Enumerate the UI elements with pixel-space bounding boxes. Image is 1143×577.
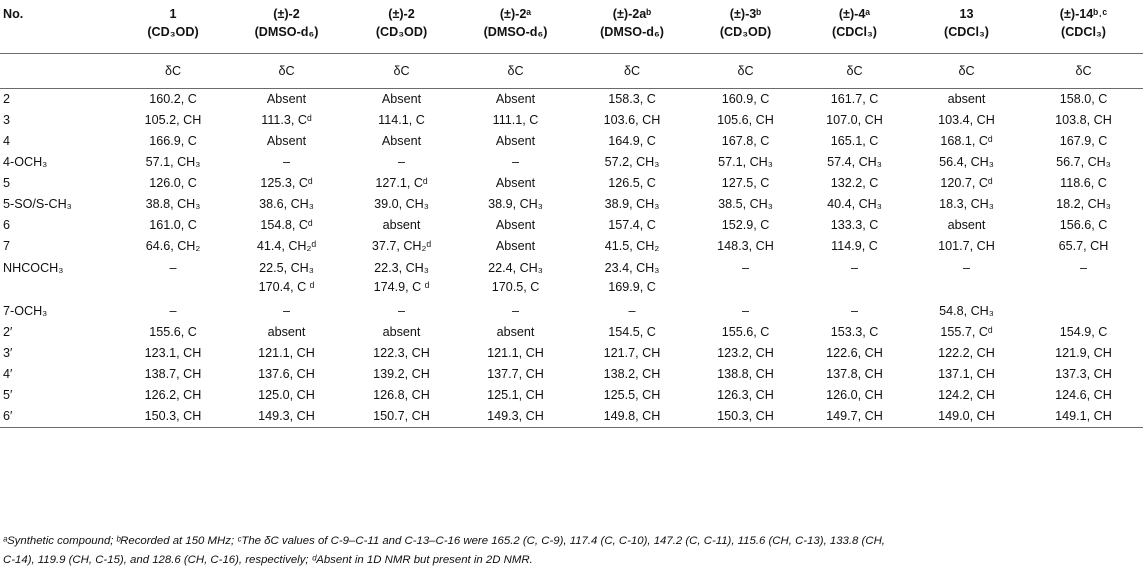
- shift-cell: 121.9, CH: [1055, 346, 1112, 360]
- shift-cell: 158.3, C: [608, 92, 656, 106]
- shift-cell: 38.5, CH₃: [718, 197, 773, 211]
- row-position-label: 2: [3, 92, 11, 106]
- shift-cell: 125.1, CH: [487, 388, 544, 402]
- shift-cell: Absent: [495, 134, 536, 148]
- header-solvent-label: (DMSO-d₆): [600, 25, 664, 39]
- shift-cell: Absent: [495, 239, 536, 253]
- shift-cell: 38.9, CH₃: [488, 197, 543, 211]
- shift-cell: 101.7, CH: [938, 239, 995, 253]
- header-solvent-label: (DMSO-d₆): [254, 25, 319, 39]
- shift-cell: absent: [382, 325, 421, 339]
- header-cell-compound: [573, 3, 691, 54]
- shift-cell: Absent: [495, 218, 536, 232]
- shift-cell: 126.3, CH: [717, 388, 774, 402]
- shift-cell: [458, 257, 573, 301]
- table-row: [0, 110, 1143, 131]
- shift-cell: 124.2, CH: [938, 388, 995, 402]
- header-compound-label: (±)-3ᵇ: [729, 7, 762, 21]
- shift-cell: 137.8, CH: [826, 367, 883, 381]
- header-compound-label: (±)-2: [388, 7, 415, 21]
- shift-cell: 154.5, C: [608, 325, 656, 339]
- shift-value-line-1: 22.3, CH₃: [374, 261, 429, 275]
- shift-cell: 57.1, CH₃: [145, 155, 201, 169]
- shift-cell: 105.6, CH: [717, 113, 774, 127]
- delta-header-row: [0, 54, 1143, 89]
- table-row: [0, 194, 1143, 215]
- shift-cell: –: [628, 304, 636, 318]
- shift-cell: 107.0, CH: [826, 113, 883, 127]
- shift-value-line-1: –: [169, 261, 177, 275]
- shift-cell: Absent: [381, 134, 422, 148]
- header-cell-compound: [458, 3, 573, 54]
- shift-cell: 157.4, C: [608, 218, 656, 232]
- shift-cell: Absent: [266, 92, 307, 106]
- shift-cell: 18.2, CH₃: [1056, 197, 1111, 211]
- shift-cell: 138.7, CH: [144, 367, 202, 381]
- shift-cell: 103.6, CH: [603, 113, 661, 127]
- shift-cell: 122.6, CH: [826, 346, 883, 360]
- shift-value-line-2: 169.9, C: [608, 280, 656, 294]
- header-solvent-label: (CD₃OD): [719, 25, 772, 39]
- shift-cell: Absent: [381, 92, 422, 106]
- header-solvent-label: (CDCl₃): [1061, 25, 1106, 39]
- shift-cell: [1024, 257, 1143, 301]
- shift-cell: 54.8, CH₃: [939, 304, 994, 318]
- shift-cell: 64.6, CH₂: [145, 239, 201, 253]
- shift-value-line-1: 23.4, CH₃: [604, 261, 660, 275]
- table-row: [0, 131, 1143, 152]
- shift-cell: 40.4, CH₃: [827, 197, 882, 211]
- shift-cell: Absent: [495, 176, 536, 190]
- shift-cell: 125.5, CH: [603, 388, 661, 402]
- shift-cell: 122.2, CH: [938, 346, 995, 360]
- table-row: [0, 406, 1143, 428]
- row-position-label: 7: [3, 239, 11, 253]
- shift-cell: 111.3, Cᵈ: [261, 113, 312, 127]
- row-position-label: 2′: [3, 325, 13, 339]
- header-cell-compound: [118, 3, 228, 54]
- shift-cell: –: [282, 155, 290, 169]
- shift-cell: Absent: [266, 134, 307, 148]
- shift-cell: 161.7, C: [830, 92, 879, 106]
- shift-cell: 114.1, C: [378, 113, 425, 127]
- delta-label-cell: δC: [118, 54, 228, 89]
- shift-cell: 18.3, CH₃: [939, 197, 994, 211]
- shift-cell: [345, 257, 458, 301]
- delta-label-cell: δC: [1024, 54, 1143, 89]
- nmr-data-table: [0, 3, 1143, 428]
- shift-cell: [1024, 301, 1143, 322]
- shift-cell: 126.8, CH: [373, 388, 430, 402]
- shift-cell: 127.5, C: [721, 176, 770, 190]
- header-cell-compound: [345, 3, 458, 54]
- footnote-line-1: ᵃSynthetic compound; ᵇRecorded at 150 MHz; ᶜThe δC values of C-9–C-11 and C-13–C-16 were 165.2 (C, C-9), 117.4 (C, C-10), 147.2 (C, C-11), 115.6 (CH, C-13), 133.8 (CH,: [3, 535, 885, 547]
- shift-cell: –: [511, 304, 519, 318]
- shift-cell: 149.3, CH: [458, 406, 573, 428]
- table-row-nhcoch3: [0, 257, 1143, 301]
- shift-cell: 114.9, C: [831, 239, 878, 253]
- shift-cell: 138.2, CH: [603, 367, 661, 381]
- shift-cell: 38.6, CH₃: [259, 197, 314, 211]
- header-cell-compound: [228, 3, 345, 54]
- header-compound-label: No.: [3, 7, 24, 21]
- shift-cell: –: [397, 304, 405, 318]
- delta-label-cell: δC: [228, 54, 345, 89]
- shift-cell: 139.2, CH: [373, 367, 430, 381]
- delta-label-cell: δC: [458, 54, 573, 89]
- shift-value-line-2: 174.9, C ᵈ: [373, 280, 430, 294]
- shift-cell: 126.2, CH: [144, 388, 202, 402]
- header-solvent-label: (CD₃OD): [375, 25, 428, 39]
- shift-cell: 125.0, CH: [258, 388, 315, 402]
- shift-cell: 137.7, CH: [487, 367, 544, 381]
- shift-value-line-1: 22.4, CH₃: [488, 261, 543, 275]
- delta-label-cell: δC: [800, 54, 909, 89]
- header-compound-label: 13: [959, 7, 974, 21]
- shift-cell: –: [850, 304, 858, 318]
- shift-cell: 57.2, CH₃: [604, 155, 660, 169]
- shift-cell: 155.6, C: [149, 325, 197, 339]
- delta-label-cell: δC: [345, 54, 458, 89]
- shift-cell: 103.8, CH: [1055, 113, 1112, 127]
- shift-cell: 118.6, C: [1060, 176, 1107, 190]
- shift-value-line-1: –: [741, 261, 749, 275]
- shift-cell: absent: [382, 218, 421, 232]
- row-position-label: 4′: [3, 367, 13, 381]
- table-row: [0, 236, 1143, 257]
- shift-cell: 150.7, CH: [345, 406, 458, 428]
- shift-cell: 105.2, CH: [144, 113, 202, 127]
- shift-cell: 164.9, C: [608, 134, 656, 148]
- shift-cell: 149.7, CH: [800, 406, 909, 428]
- header-cell-compound: [1024, 3, 1143, 54]
- shift-cell: 38.8, CH₃: [145, 197, 201, 211]
- table-row: [0, 364, 1143, 385]
- delta-label-cell: δC: [573, 54, 691, 89]
- shift-cell: 121.1, CH: [487, 346, 544, 360]
- shift-cell: 123.1, CH: [144, 346, 202, 360]
- shift-cell: 137.6, CH: [258, 367, 315, 381]
- shift-cell: 120.7, Cᵈ: [940, 176, 993, 190]
- header-compound-label: (±)-4ᵃ: [838, 7, 871, 21]
- header-cell-compound: [691, 3, 800, 54]
- shift-value-line-2: 170.5, C: [491, 280, 540, 294]
- shift-cell: 125.3, Cᵈ: [260, 176, 313, 190]
- shift-cell: 153.3, C: [830, 325, 879, 339]
- shift-cell: 126.5, C: [608, 176, 656, 190]
- shift-cell: –: [397, 155, 405, 169]
- table-row: [0, 385, 1143, 406]
- delta-label-cell: δC: [909, 54, 1024, 89]
- shift-cell: [691, 257, 800, 301]
- shift-cell: 39.0, CH₃: [374, 197, 429, 211]
- shift-cell: 167.9, C: [1059, 134, 1108, 148]
- header-compound-label: (±)-2: [273, 7, 300, 21]
- shift-cell: absent: [947, 92, 986, 106]
- row-position-label: 7-OCH₃: [3, 304, 48, 318]
- shift-cell: 155.6, C: [721, 325, 770, 339]
- shift-cell: 168.1, Cᵈ: [940, 134, 993, 148]
- row-position-label: 5′: [3, 388, 13, 402]
- shift-cell: 137.1, CH: [938, 367, 995, 381]
- shift-cell: 127.1, Cᵈ: [375, 176, 428, 190]
- shift-cell: [800, 257, 909, 301]
- shift-cell: 155.7, Cᵈ: [940, 325, 993, 339]
- shift-cell: 149.3, CH: [228, 406, 345, 428]
- row-position-label: 4: [3, 134, 11, 148]
- shift-cell: 56.4, CH₃: [939, 155, 994, 169]
- shift-cell: 121.1, CH: [258, 346, 315, 360]
- header-compound-label: (±)-14ᵇ˒ᶜ: [1059, 7, 1108, 21]
- shift-cell: 41.5, CH₂: [604, 239, 660, 253]
- shift-cell: absent: [947, 218, 986, 232]
- shift-cell: 126.0, C: [149, 176, 197, 190]
- shift-cell: 122.3, CH: [373, 346, 430, 360]
- delta-empty-cell: [0, 54, 118, 89]
- shift-cell: 41.4, CH₂ᵈ: [256, 239, 317, 253]
- table-row: [0, 343, 1143, 364]
- shift-cell: Absent: [495, 92, 536, 106]
- shift-cell: 156.6, C: [1059, 218, 1108, 232]
- shift-cell: –: [169, 304, 177, 318]
- shift-cell: 121.7, CH: [603, 346, 661, 360]
- shift-cell: 123.2, CH: [717, 346, 774, 360]
- header-cell-no: [0, 3, 118, 54]
- table-row: [0, 173, 1143, 194]
- shift-cell: 124.6, CH: [1055, 388, 1112, 402]
- table-row: [0, 89, 1143, 111]
- shift-cell: 138.8, CH: [717, 367, 774, 381]
- shift-cell: absent: [496, 325, 535, 339]
- row-position-label: 5: [3, 176, 11, 190]
- table-row: [0, 152, 1143, 173]
- row-position-label: 4-OCH₃: [3, 155, 48, 169]
- shift-cell: 154.9, C: [1059, 325, 1108, 339]
- shift-cell: 103.4, CH: [938, 113, 995, 127]
- shift-cell: –: [282, 304, 290, 318]
- header-compound-label: (±)-2ᵃ: [499, 7, 532, 21]
- shift-value-line-1: –: [962, 261, 970, 275]
- shift-cell: 167.8, C: [721, 134, 770, 148]
- table-row: [0, 322, 1143, 343]
- shift-value-line-1: –: [1079, 261, 1087, 275]
- header-solvent-label: (CDCl₃): [832, 25, 877, 39]
- shift-cell: 149.0, CH: [909, 406, 1024, 428]
- shift-cell: 150.3, CH: [118, 406, 228, 428]
- header-cell-compound: [800, 3, 909, 54]
- shift-cell: 166.9, C: [149, 134, 197, 148]
- shift-cell: –: [741, 304, 749, 318]
- table-footnote: [3, 532, 1139, 570]
- shift-cell: absent: [267, 325, 306, 339]
- shift-value-line-1: 22.5, CH₃: [259, 261, 314, 275]
- shift-cell: 126.0, CH: [826, 388, 883, 402]
- row-position-label: 3′: [3, 346, 13, 360]
- shift-cell: 149.8, CH: [573, 406, 691, 428]
- row-position-label: 3: [3, 113, 11, 127]
- row-position-label: 6: [3, 218, 11, 232]
- footnote-line-2: C-14), 119.9 (CH, C-15), and 128.6 (CH, C-16), respectively; ᵈAbsent in 1D NMR but present in 2D NMR.: [3, 554, 533, 566]
- shift-cell: 150.3, CH: [691, 406, 800, 428]
- shift-cell: 152.9, C: [721, 218, 770, 232]
- shift-cell: 158.0, C: [1059, 92, 1108, 106]
- header-row: [0, 3, 1143, 54]
- shift-cell: 65.7, CH: [1058, 239, 1109, 253]
- header-compound-label: 1: [169, 7, 177, 21]
- shift-cell: [573, 257, 691, 301]
- shift-cell: –: [511, 155, 519, 169]
- shift-cell: 56.7, CH₃: [1056, 155, 1111, 169]
- row-position-label: 5-SO/S-CH₃: [3, 197, 72, 211]
- shift-value-line-2: 170.4, C ᵈ: [258, 280, 315, 294]
- shift-cell: 165.1, C: [830, 134, 879, 148]
- row-position-label: NHCOCH₃: [3, 261, 64, 275]
- shift-cell: 57.4, CH₃: [827, 155, 882, 169]
- header-cell-compound: [909, 3, 1024, 54]
- shift-cell: 132.2, C: [830, 176, 879, 190]
- shift-cell: 149.1, CH: [1024, 406, 1143, 428]
- header-solvent-label: (CDCl₃): [944, 25, 989, 39]
- shift-cell: 154.8, Cᵈ: [260, 218, 313, 232]
- table-row: [0, 301, 1143, 322]
- table-body: [0, 54, 1143, 428]
- header-solvent-label: (DMSO-d₆): [483, 25, 548, 39]
- shift-cell: 133.3, C: [830, 218, 879, 232]
- table-row: [0, 215, 1143, 236]
- shift-cell: [118, 257, 228, 301]
- shift-cell: 57.1, CH₃: [718, 155, 773, 169]
- header-compound-label: (±)-2aᵇ: [612, 7, 652, 21]
- shift-cell: 111.1, C: [492, 113, 539, 127]
- shift-value-line-1: –: [850, 261, 858, 275]
- row-position-label: 6′: [0, 406, 118, 428]
- shift-cell: 160.2, C: [149, 92, 197, 106]
- delta-label-cell: δC: [691, 54, 800, 89]
- shift-cell: [228, 257, 345, 301]
- shift-cell: 137.3, CH: [1055, 367, 1112, 381]
- shift-cell: 148.3, CH: [717, 239, 774, 253]
- shift-cell: 38.9, CH₃: [604, 197, 660, 211]
- shift-cell: [909, 257, 1024, 301]
- header-solvent-label: (CD₃OD): [147, 25, 199, 39]
- shift-cell: 161.0, C: [149, 218, 197, 232]
- shift-cell: 160.9, C: [721, 92, 770, 106]
- shift-cell: 37.7, CH₂ᵈ: [371, 239, 432, 253]
